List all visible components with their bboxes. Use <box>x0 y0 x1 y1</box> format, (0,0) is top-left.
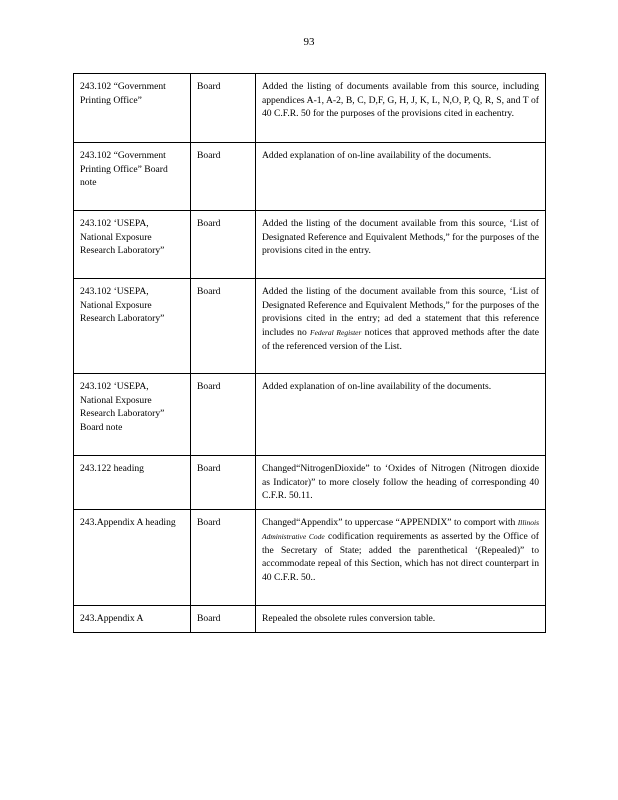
description-text: Added the listing of the document available from this source, ‘List of Designated Reference and Equivalent Methods,” for the purposes of the provisions cited in the entry; ad ded a statement that this reference includes no <box>262 286 539 339</box>
section-cell: 243.Appendix A <box>74 606 191 633</box>
description-cell: Added explanation of on-line availability of the documents. <box>256 374 546 456</box>
section-cell: 243.102 ‘USEPA, National Exposure Research Laboratory” <box>74 279 191 374</box>
description-cell: Changed“NitrogenDioxide” to ‘Oxides of Nitrogen (Nitrogen dioxide as Indicator)” to more closely follow the heading of corresponding 40 C.F.R. 50.11. <box>256 456 546 510</box>
section-cell: 243.Appendix A heading <box>74 510 191 606</box>
description-cell <box>256 279 546 374</box>
source-cell: Board <box>191 374 256 456</box>
section-cell: 243.102 “Government Printing Office” Board note <box>74 143 191 211</box>
source-cell: Board <box>191 143 256 211</box>
table-row <box>74 606 546 633</box>
table-row <box>74 143 546 211</box>
description-text: codification requirements as asserted by the Office of the Secretary of State; added the parenthetical ‘(Repealed)” to accommodate repeal of this Section, which has not direct counterpart in 40 C.F.R. 50.. <box>262 530 539 583</box>
table-row <box>74 510 546 606</box>
illinois-code-italic: Illinois Administrative Code <box>262 518 539 541</box>
description-text: Changed“Appendix” to uppercase “APPENDIX” to comport with <box>262 517 516 529</box>
table-row <box>74 374 546 456</box>
section-cell: 243.102 ‘USEPA, National Exposure Research Laboratory” <box>74 211 191 279</box>
page-number: 93 <box>303 36 315 48</box>
description-cell: Added the listing of documents available from this source, including appendices A-1, A-2, B, C, D,F, G, H, J, K, L, N,O, P, Q, R, S, and T of 40 C.F.R. 50 for the purposes of the provisions cited in eachentry. <box>256 74 546 143</box>
source-cell: Board <box>191 74 256 143</box>
federal-register-italic: Federal Register <box>310 328 362 338</box>
source-cell: Board <box>191 456 256 510</box>
source-cell: Board <box>191 606 256 633</box>
table-row <box>74 279 546 374</box>
source-cell: Board <box>191 510 256 606</box>
description-cell <box>256 510 546 606</box>
section-cell: 243.102 “Government Printing Office” <box>74 74 191 143</box>
description-text: notices that approved methods after the date of the referenced version of the List. <box>262 327 539 352</box>
section-cell: 243.122 heading <box>74 456 191 510</box>
table-row <box>74 74 546 143</box>
table-row <box>74 211 546 279</box>
changes-table <box>73 73 546 633</box>
source-cell: Board <box>191 279 256 374</box>
source-cell: Board <box>191 211 256 279</box>
section-cell: 243.102 ‘USEPA, National Exposure Research Laboratory” Board note <box>74 374 191 456</box>
description-cell: Repealed the obsolete rules conversion table. <box>256 606 546 633</box>
description-cell: Added the listing of the document available from this source, ‘List of Designated Reference and Equivalent Methods,” for the purposes of the provisions cited in the entry. <box>256 211 546 279</box>
table-row <box>74 456 546 510</box>
description-cell: Added explanation of on-line availability of the documents. <box>256 143 546 211</box>
